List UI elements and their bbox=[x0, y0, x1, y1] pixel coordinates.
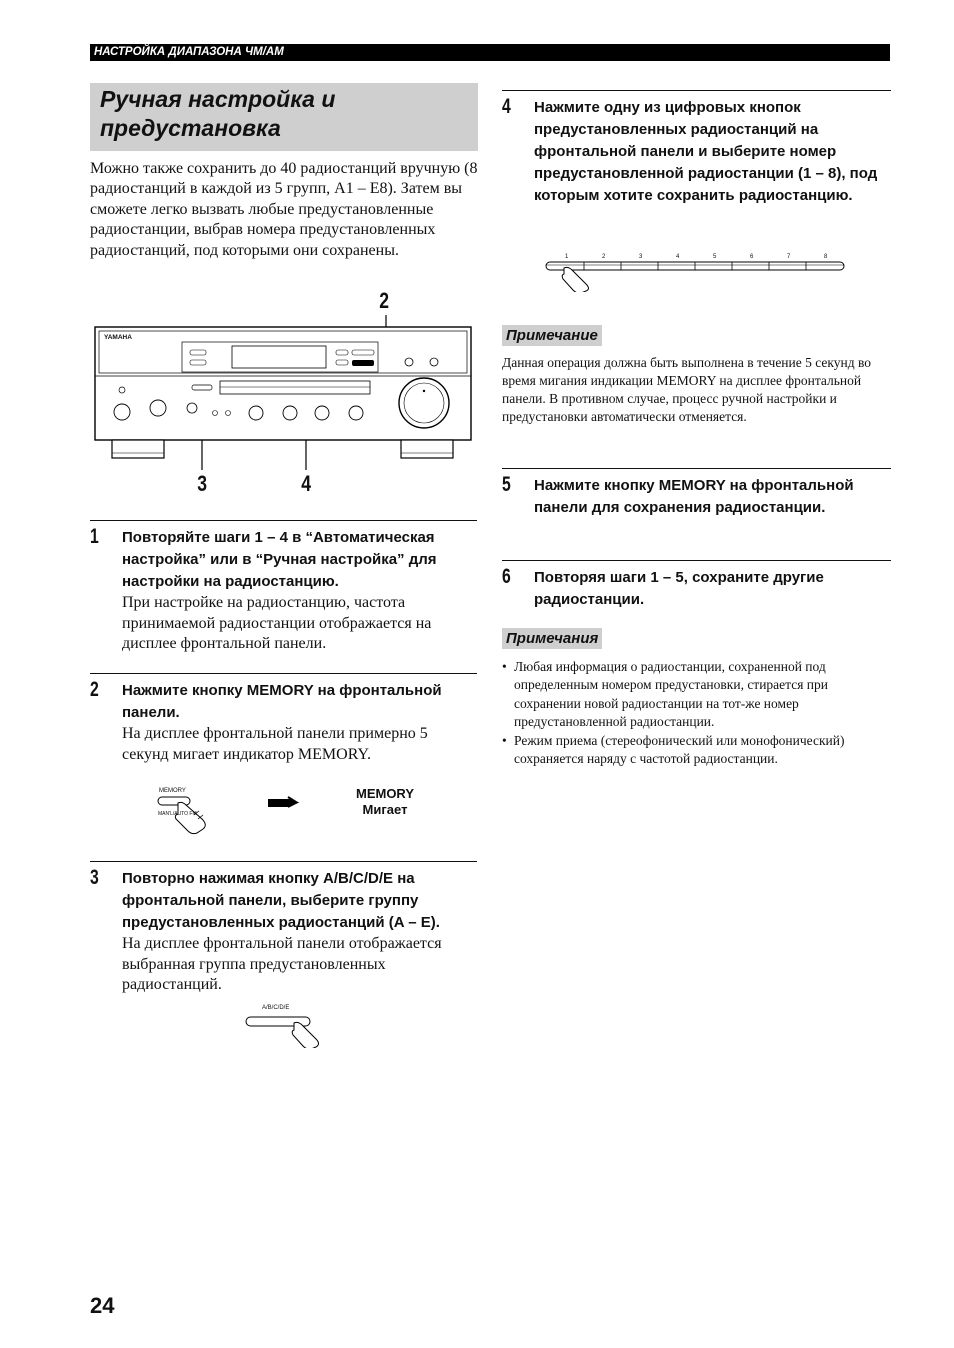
blinking-label: Мигает bbox=[362, 802, 408, 817]
step-heading: Нажмите кнопку MEMORY на фронтальной панели для сохранения радиостанции. bbox=[534, 477, 854, 516]
step-number: 6 bbox=[502, 565, 511, 588]
callout-3: 3 bbox=[197, 471, 208, 496]
preset-figure bbox=[544, 250, 848, 292]
preset-number: 6 bbox=[750, 254, 754, 260]
receiver-figure bbox=[90, 290, 480, 500]
memory-figure bbox=[150, 785, 450, 835]
preset-number: 8 bbox=[824, 254, 828, 260]
list-item: • Режим приема (стереофонический или монофонический) сохраняется наряду с частотой радиостанции. bbox=[502, 732, 888, 769]
step-2 bbox=[90, 673, 477, 765]
memory-status bbox=[345, 786, 425, 818]
note-1 bbox=[502, 325, 872, 426]
step-4 bbox=[502, 90, 891, 207]
step-1 bbox=[90, 520, 477, 655]
memory-sub-label: MAN'L/AUTO FM bbox=[158, 811, 197, 817]
page-title: Ручная настройка и предустановка bbox=[100, 86, 336, 141]
note-2 bbox=[502, 628, 888, 768]
preset-number: 2 bbox=[602, 254, 606, 260]
page-number: 24 bbox=[90, 1293, 115, 1318]
step-heading: Нажмите одну из цифровых кнопок предустановленных радиостанций на фронтальной панели и выберите номер предустановленной радиостанции (1 – 8), под которым хотите сохранить радиостанцию. bbox=[534, 99, 878, 204]
step-heading: Повторяйте шаги 1 – 4 в “Автоматическая настройка” или в “Ручная настройка” для настройки на радиостанцию. bbox=[122, 529, 437, 590]
callout-2: 2 bbox=[379, 288, 390, 313]
step-heading: Повторяя шаги 1 – 5, сохраните другие радиостанции. bbox=[534, 569, 824, 608]
step-heading: Нажмите кнопку MEMORY на фронтальной панели. bbox=[122, 682, 442, 721]
abcde-figure bbox=[240, 1003, 330, 1048]
preset-number: 3 bbox=[639, 254, 643, 260]
step-heading: Повторно нажимая кнопку A/B/C/D/E на фронтальной панели, выберите группу предустановленных радиостанций (A – E). bbox=[122, 870, 440, 931]
step-body: На дисплее фронтальной панели примерно 5 секунд мигает индикатор MEMORY. bbox=[122, 725, 428, 763]
preset-number: 5 bbox=[713, 254, 717, 260]
step-5 bbox=[502, 468, 891, 519]
step-number: 2 bbox=[90, 678, 99, 701]
list-item: • Любая информация о радиостанции, сохраненной под определенным номером предустановки, стирается при сохранении новой радиостанции на тот-же номер предустановленной радиостанции. bbox=[502, 658, 888, 732]
step-3 bbox=[90, 861, 477, 996]
note-label: Примечание bbox=[502, 325, 602, 346]
preset-number: 1 bbox=[565, 254, 569, 260]
step-body: На дисплее фронтальной панели отображается выбранная группа предустановленных радиостанций. bbox=[122, 935, 442, 993]
preset-bar-illustration bbox=[544, 250, 848, 292]
callout-4: 4 bbox=[301, 471, 312, 496]
intro-text: Можно также сохранить до 40 радиостанций вручную (8 радиостанций в каждой из 5 групп, A1 – E8). Затем вы сможете легко вызвать любые предустановленные радиостанции, выбрав номера предустановленных радиостанций, под которыми они сохранены. bbox=[90, 160, 478, 259]
note-text: Данная операция должна быть выполнена в течение 5 секунд во время мигания индикации MEMORY на дисплее фронтальной панели. В противном случае, процесс ручной настройки и предустановки автоматически отменяется. bbox=[502, 355, 872, 424]
memory-button-label: MEMORY bbox=[159, 788, 186, 794]
step-number: 4 bbox=[502, 95, 511, 118]
step-body: При настройке на радиостанцию, частота принимаемой радиостанции отображается на дисплее фронтальной панели. bbox=[122, 594, 432, 652]
note-label: Примечания bbox=[502, 628, 602, 649]
step-number: 5 bbox=[502, 473, 511, 496]
step-6 bbox=[502, 560, 891, 611]
abcde-button-label: A/B/C/D/E bbox=[262, 1005, 290, 1011]
section-header: НАСТРОЙКА ДИАПАЗОНА ЧМ/AM bbox=[90, 44, 890, 61]
note-list bbox=[502, 658, 888, 768]
step-number: 3 bbox=[90, 866, 99, 889]
preset-number: 4 bbox=[676, 254, 680, 260]
preset-number: 7 bbox=[787, 254, 791, 260]
title-box bbox=[90, 83, 478, 151]
brand-logo: YAMAHA bbox=[104, 334, 132, 341]
memory-indicator: MEMORY bbox=[355, 786, 415, 801]
step-number: 1 bbox=[90, 525, 99, 548]
receiver-illustration bbox=[90, 290, 480, 500]
